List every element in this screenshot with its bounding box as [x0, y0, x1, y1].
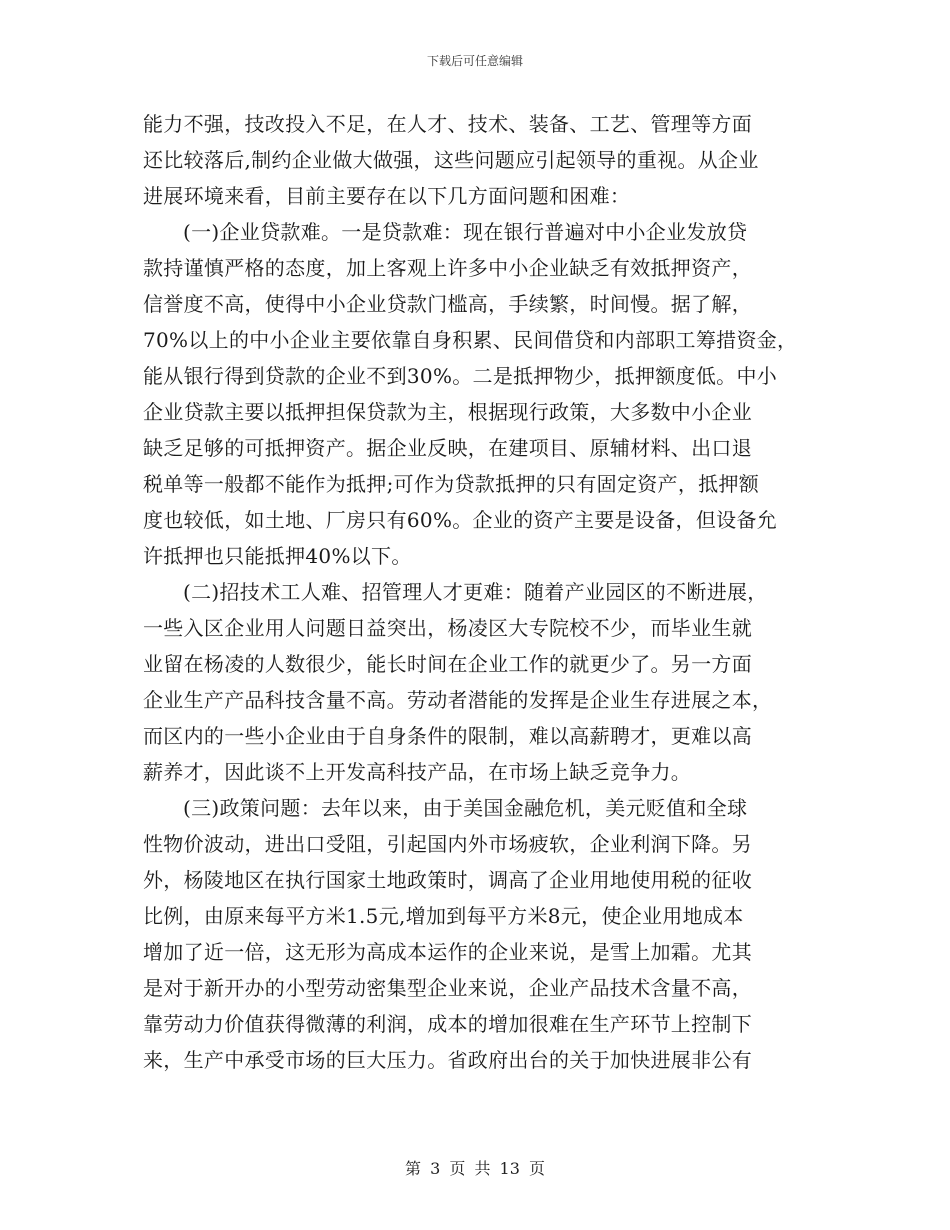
text-line: 靠劳动力价值获得微薄的利润，成本的增加很难在生产环节上控制下: [143, 1012, 752, 1036]
text-line: 能力不强，技改投入不足，在人才、技术、装备、工艺、管理等方面: [143, 112, 752, 136]
text-line: 一些入区企业用人问题日益突出，杨凌区大专院校不少，而毕业生就: [143, 616, 752, 640]
text-line: 业留在杨凌的人数很少，能长时间在企业工作的就更少了。另一方面: [143, 652, 752, 676]
text-line: 增加了近一倍，这无形为高成本运作的企业来说，是雪上加霜。尤其: [143, 940, 752, 964]
text-line: 企业生产产品科技含量不高。劳动者潜能的发挥是企业生存进展之本，: [143, 688, 773, 712]
text-line: (三)政策问题：去年以来，由于美国金融危机，美元贬值和全球: [183, 796, 748, 820]
text-line: 企业贷款主要以抵押担保贷款为主，根据现行政策，大多数中小企业: [143, 400, 752, 424]
text-line: 性物价波动，进出口受阻，引起国内外市场疲软，企业利润下降。另: [143, 832, 752, 856]
text-line: 度也较低，如土地、厂房只有60%。企业的资产主要是设备，但设备允: [143, 508, 778, 532]
text-line: 薪养才，因此谈不上开发高科技产品，在市场上缺乏竞争力。: [143, 760, 692, 784]
text-line: 还比较落后,制约企业做大做强，这些问题应引起领导的重视。从企业: [143, 148, 759, 172]
text-line: 比例，由原来每平方米1.5元,增加到每平方米8元，使企业用地成本: [143, 904, 744, 928]
page-number: 第 3 页 共 13 页: [405, 1159, 545, 1178]
text-line: 外，杨陵地区在执行国家土地政策时，调高了企业用地使用税的征收: [143, 868, 752, 892]
text-line: 而区内的一些小企业由于自身条件的限制，难以高薪聘才，更难以高: [143, 724, 752, 748]
text-line: 能从银行得到贷款的企业不到30%。二是抵押物少，抵押额度低。中小: [143, 364, 778, 388]
text-line: 信誉度不高，使得中小企业贷款门槛高，手续繁，时间慢。据了解，: [143, 292, 752, 316]
page-header: 下载后可任意编辑: [426, 54, 523, 68]
text-line: (二)招技术工人难、招管理人才更难：随着产业园区的不断进展，: [183, 580, 768, 604]
text-line: 许抵押也只能抵押40%以下。: [143, 544, 412, 568]
text-line: (一)企业贷款难。一是贷款难：现在银行普遍对中小企业发放贷: [183, 220, 748, 244]
text-line: 进展环境来看，目前主要存在以下几方面问题和困难：: [143, 184, 631, 208]
document-body: [143, 106, 823, 1078]
text-line: 税单等一般都不能作为抵押;可作为贷款抵押的只有固定资产，抵押额: [143, 472, 760, 496]
text-line: 缺乏足够的可抵押资产。据企业反映，在建项目、原辅材料、出口退: [143, 436, 752, 460]
text-line: 是对于新开办的小型劳动密集型企业来说，企业产品技术含量不高，: [143, 976, 752, 1000]
text-line: 款持谨慎严格的态度，加上客观上许多中小企业缺乏有效抵押资产，: [143, 256, 752, 280]
text-line: 来，生产中承受市场的巨大压力。省政府出台的关于加快进展非公有: [143, 1048, 752, 1072]
text-line: 70%以上的中小企业主要依靠自身积累、民间借贷和内部职工筹措资金，: [143, 328, 798, 352]
